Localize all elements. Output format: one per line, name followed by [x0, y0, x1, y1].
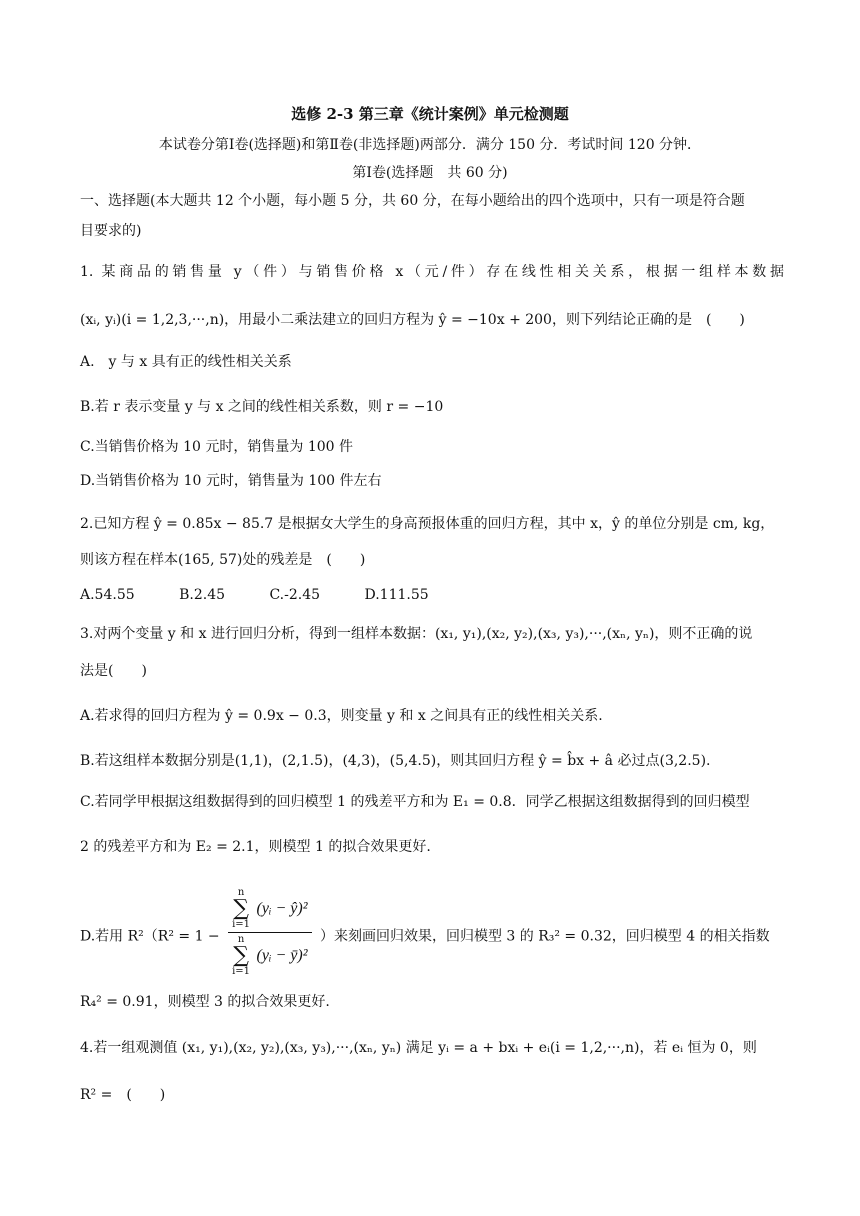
q3-option-d: [80, 887, 770, 981]
q3-option-c-cont: 2 的残差平方和为 E₂ = 2.1，则模型 1 的拟合效果更好.: [80, 839, 431, 855]
sum-lower-limit: i=1: [232, 919, 251, 930]
q3-option-a: A.若求得的回归方程为 ŷ = 0.9x − 0.3，则变量 y 和 x 之间具有正的线性相关关系.: [80, 708, 603, 724]
sigma-icon: ∑: [233, 896, 249, 921]
q2-stem: 2.已知方程 ŷ = 0.85x − 85.7 是根据女大学生的身高预报体重的回归方程，其中 x，ŷ 的单位分别是 cm, kg，: [80, 516, 775, 532]
denominator-term: (yᵢ − ȳ)²: [256, 947, 308, 964]
q2-stem-cont: 则该方程在样本(165, 57)处的残差是 ( ): [80, 552, 366, 568]
document-title: 选修 2-3 第三章《统计案例》单元检测题: [291, 105, 569, 123]
q1-stem: 1. 某商品的销售量 y（件）与销售价格 x（元/件）存在线性相关关系，根据一组样本数据: [80, 264, 784, 280]
exam-intro: 本试卷分第Ⅰ卷(选择题)和第Ⅱ卷(非选择题)两部分．满分 150 分．考试时间 120 分钟．: [158, 137, 702, 153]
summation-sign: [232, 888, 250, 930]
q1-option-b: B.若 r 表示变量 y 与 x 之间的线性相关系数，则 r = −10: [80, 399, 444, 415]
q3-option-c: C.若同学甲根据这组数据得到的回归模型 1 的残差平方和为 E₁ = 0.8．同学乙根据这组数据得到的回归模型: [80, 794, 750, 810]
r-squared-fraction: [228, 888, 311, 977]
q3-option-d-prefix: D.若用 R²（R² = 1 −: [80, 928, 220, 945]
numerator-term: (yᵢ − ŷ)²: [256, 900, 308, 917]
q3-option-b: B.若这组样本数据分别是(1,1)，(2,1.5)，(4,3)，(5,4.5)，则其回归方程 ŷ = b̂x + â 必过点(3,2.5).: [80, 753, 711, 769]
q2-option-b: B.2.45: [179, 587, 226, 603]
part-one-heading: 第Ⅰ卷(选择题 共 60 分): [352, 165, 508, 181]
q1-option-a: A. y 与 x 具有正的线性相关关系: [80, 354, 292, 370]
sum-upper-limit: n: [237, 934, 245, 945]
q2-options: [80, 585, 469, 605]
q2-option-a: A.54.55: [80, 587, 135, 603]
q3-option-d-suffix: ）来刻画回归效果，回归模型 3 的 R₃² = 0.32，回归模型 4 的相关指数: [319, 928, 770, 945]
section-one-instructions-cont: 目要求的): [80, 223, 142, 239]
q1-stem-cont: (xᵢ, yᵢ)(i = 1,2,3,···,n)，用最小二乘法建立的回归方程为 ŷ = −10x + 200，则下列结论正确的是 ( ): [80, 312, 745, 328]
sum-lower-limit: i=1: [232, 966, 251, 977]
q3-stem: 3.对两个变量 y 和 x 进行回归分析，得到一组样本数据：(x₁, y₁),(x₂, y₂),(x₃, y₃),···,(xₙ, yₙ)，则不正确的说: [80, 626, 753, 642]
sum-upper-limit: n: [237, 887, 245, 898]
summation-sign: [232, 935, 250, 977]
q1-option-d: D.当销售价格为 10 元时，销售量为 100 件左右: [80, 473, 382, 489]
q2-option-c: C.-2.45: [269, 587, 321, 603]
q4-stem-cont: R² = ( ): [80, 1087, 166, 1103]
q2-option-d: D.111.55: [364, 587, 429, 603]
q3-option-d-cont: R₄² = 0.91，则模型 3 的拟合效果更好.: [80, 994, 330, 1010]
sigma-icon: ∑: [233, 943, 249, 968]
fraction-numerator: [228, 888, 311, 933]
q1-option-c: C.当销售价格为 10 元时，销售量为 100 件: [80, 439, 353, 455]
fraction-denominator: [228, 933, 311, 977]
section-one-instructions: 一、选择题(本大题共 12 个小题，每小题 5 分，共 60 分，在每小题给出的四个选项中，只有一项是符合题: [80, 193, 745, 209]
q4-stem: 4.若一组观测值 (x₁, y₁),(x₂, y₂),(x₃, y₃),···,(xₙ, yₙ) 满足 yᵢ = a + bxᵢ + eᵢ(i = 1,2,···,n)，若 eᵢ 恒为 0，则: [80, 1040, 757, 1056]
q3-stem-cont: 法是( ): [80, 663, 147, 679]
